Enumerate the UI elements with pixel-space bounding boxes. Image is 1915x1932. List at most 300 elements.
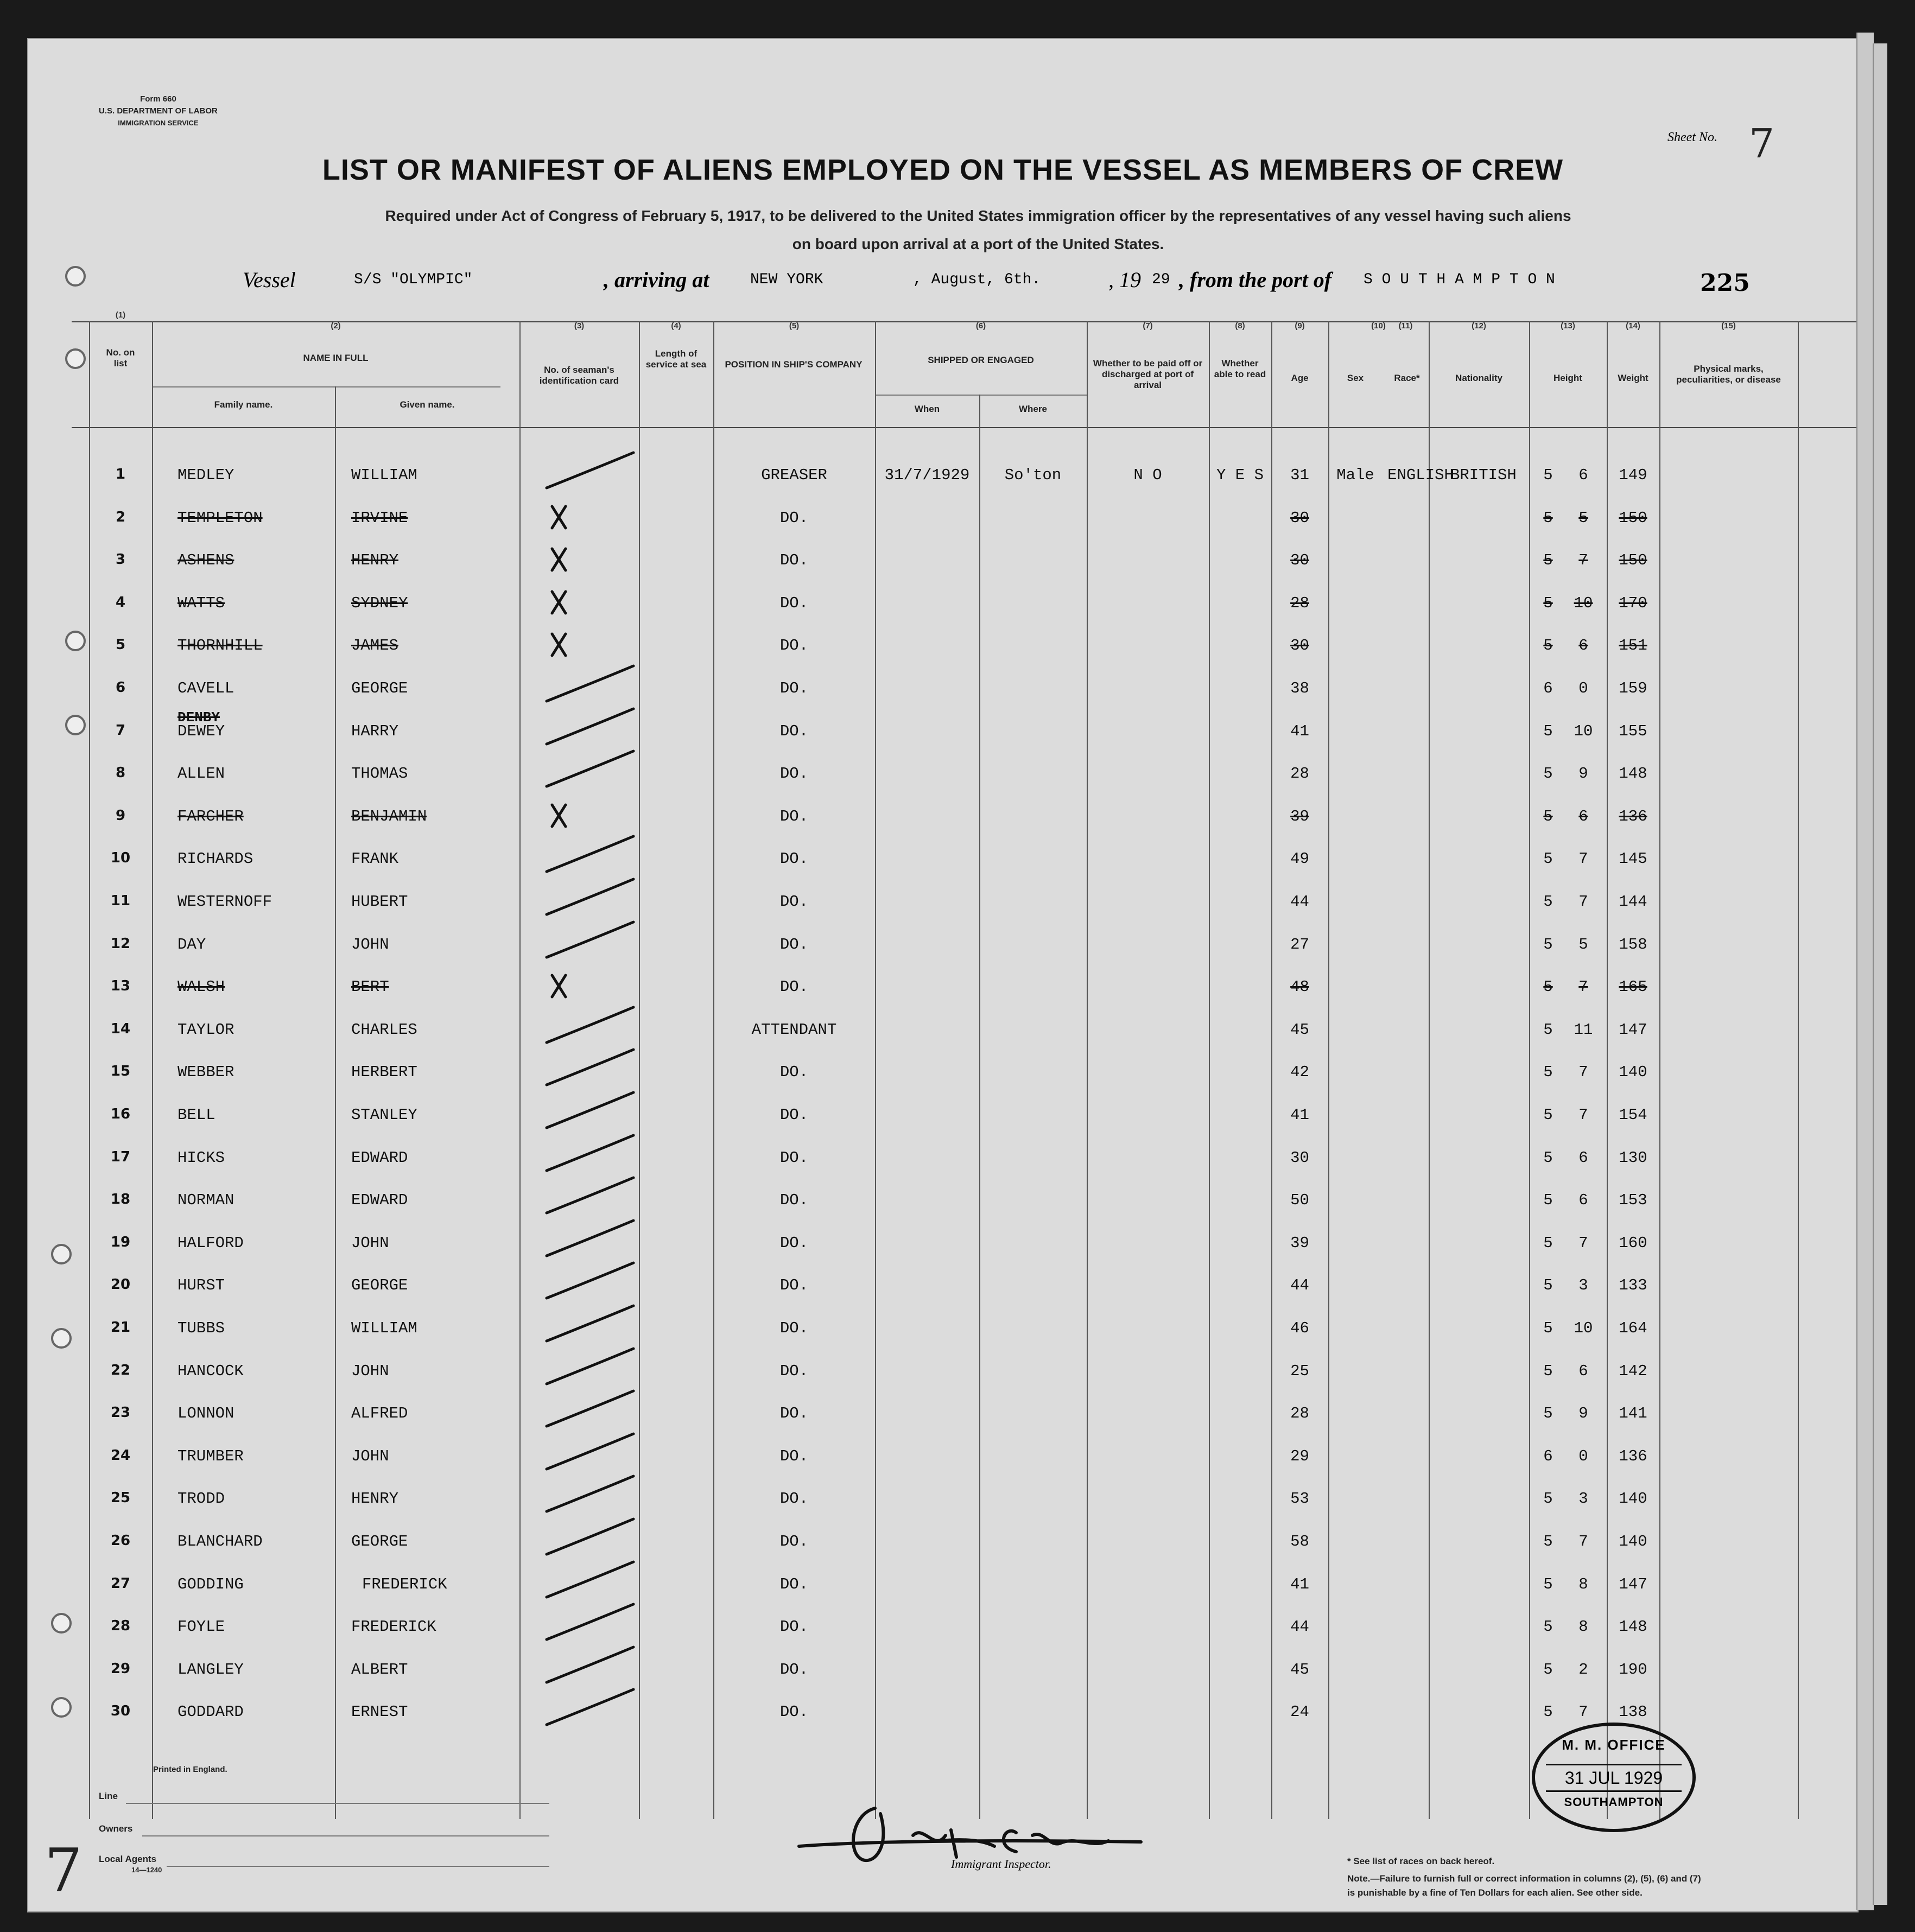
check-mark-icon (541, 1473, 639, 1517)
given-name: JOHN (351, 1362, 389, 1380)
given-name: BENJAMIN (351, 808, 427, 825)
weight: 130 (1619, 1149, 1647, 1167)
position: DO. (779, 1063, 809, 1081)
row-number: 3 (115, 551, 126, 568)
age: 28 (1290, 765, 1309, 783)
height-inches: 0 (1578, 1447, 1588, 1465)
page-edge (1873, 43, 1887, 1905)
family-name: HICKS (177, 1149, 225, 1167)
position: DO. (779, 1404, 809, 1422)
arrival-date: , August, 6th. (913, 271, 1041, 288)
height-feet: 5 (1543, 551, 1553, 569)
vessel-name: S/S "OLYMPIC" (354, 271, 473, 288)
family-name: ALLEN (177, 765, 225, 783)
height-inches: 6 (1578, 808, 1588, 825)
height-inches: 6 (1578, 1362, 1588, 1380)
row-number: 23 (110, 1404, 131, 1421)
height-inches: 6 (1578, 1191, 1588, 1209)
row-number: 11 (110, 893, 131, 909)
row-number: 18 (110, 1191, 131, 1208)
table-row (28, 1149, 1857, 1181)
position: DO. (779, 765, 809, 783)
row-number: 15 (110, 1063, 131, 1079)
height-inches: 8 (1578, 1575, 1588, 1593)
height-inches: 7 (1578, 551, 1588, 569)
height-inches: 2 (1578, 1661, 1588, 1679)
given-name: ALBERT (351, 1661, 408, 1679)
given-name: HERBERT (351, 1063, 417, 1081)
weight: 133 (1619, 1276, 1647, 1294)
check-mark-icon (541, 919, 639, 963)
weight: 150 (1619, 551, 1647, 569)
weight: 153 (1619, 1191, 1647, 1209)
table-row (28, 1063, 1857, 1096)
height-inches: 5 (1578, 509, 1588, 527)
document-title: LIST OR MANIFEST OF ALIENS EMPLOYED ON THE VESSEL AS MEMBERS OF CREW (322, 154, 1564, 186)
age: 31 (1290, 466, 1309, 484)
position: DO. (779, 1106, 809, 1124)
given-name: GEORGE (351, 1533, 408, 1550)
family-name: TRUMBER (177, 1447, 244, 1465)
position: DO. (779, 1661, 809, 1679)
check-mark-icon (541, 1175, 639, 1218)
col-header-name: NAME IN FULL (303, 353, 369, 363)
position: DO. (779, 1575, 809, 1593)
position: DO. (779, 722, 809, 740)
family-name: RICHARDS (177, 850, 253, 868)
row-number: 10 (110, 850, 131, 866)
weight: 138 (1619, 1703, 1647, 1721)
table-row (28, 850, 1857, 882)
cross-mark-icon (541, 791, 639, 835)
position: DO. (779, 509, 809, 527)
family-name: LANGLEY (177, 1661, 244, 1679)
given-name: HARRY (351, 722, 399, 740)
shipped-when: 31/7/1929 (884, 466, 970, 484)
position: DO. (779, 936, 809, 954)
col-num-1: (1) (115, 310, 126, 320)
row-number: 22 (110, 1362, 131, 1378)
cross-mark-icon (541, 535, 639, 579)
position: DO. (779, 850, 809, 868)
port-of-arrival: NEW YORK (750, 271, 823, 288)
weight: 159 (1619, 679, 1647, 697)
line-label: Line (99, 1791, 118, 1801)
age: 38 (1290, 679, 1309, 697)
col-num-5: (5) (789, 321, 800, 331)
corner-mark: 7 (45, 1835, 83, 1905)
weight: 160 (1619, 1234, 1647, 1252)
height-feet: 5 (1543, 850, 1553, 868)
given-name: FREDERICK (362, 1575, 447, 1593)
height-inches: 7 (1578, 1063, 1588, 1081)
row-number: 21 (110, 1319, 131, 1336)
weight: 148 (1619, 765, 1647, 783)
row-number: 5 (115, 637, 126, 653)
race: ENGLISH (1387, 466, 1454, 484)
col-num-2: (2) (331, 321, 341, 331)
row-number: 9 (115, 808, 126, 824)
height-inches: 7 (1578, 850, 1588, 868)
department: U.S. DEPARTMENT OF LABOR (99, 106, 218, 116)
binder-hole (51, 1244, 72, 1264)
row-number: 28 (110, 1618, 131, 1634)
col-header-service: Length of service at sea (645, 348, 707, 370)
weight: 144 (1619, 893, 1647, 911)
service: IMMIGRATION SERVICE (118, 119, 199, 127)
given-name: EDWARD (351, 1149, 408, 1167)
family-name: MEDLEY (177, 466, 234, 484)
age: 29 (1290, 1447, 1309, 1465)
position: GREASER (761, 466, 827, 484)
table-row (28, 1404, 1857, 1437)
family-name: WEBBER (177, 1063, 234, 1081)
row-number: 27 (110, 1575, 131, 1592)
binder-hole (65, 715, 86, 735)
stamp-top-text: M. M. OFFICE (1562, 1737, 1666, 1753)
nationality: BRITISH (1450, 466, 1517, 484)
cross-mark-icon (541, 578, 639, 621)
given-name: WILLIAM (351, 1319, 417, 1337)
height-inches: 7 (1578, 893, 1588, 911)
check-mark-icon (541, 1388, 639, 1432)
position: DO. (779, 1703, 809, 1721)
shipped-where: So'ton (1004, 466, 1062, 484)
family-name: BLANCHARD (177, 1533, 263, 1550)
sheet-number: 7 (1749, 120, 1775, 167)
note-line-1: —Failure to furnish full or correct information in columns (2), (5), (6) and (7) (1370, 1873, 1701, 1884)
given-name: HENRY (351, 551, 399, 569)
col-header-when: When (914, 404, 940, 414)
year-prefix: , 19 (1108, 268, 1141, 292)
position: DO. (779, 978, 809, 996)
row-number: 26 (110, 1533, 131, 1549)
binder-hole (65, 631, 86, 651)
height-feet: 6 (1543, 1447, 1553, 1465)
age: 44 (1290, 1276, 1309, 1294)
family-name: GODDING (177, 1575, 244, 1593)
table-row (28, 1234, 1857, 1267)
given-name: FREDERICK (351, 1618, 436, 1636)
age: 53 (1290, 1490, 1309, 1508)
height-feet: 5 (1543, 978, 1553, 996)
arriving-label: , arriving at (604, 268, 709, 292)
table-row (28, 1319, 1857, 1352)
col-num-12: (12) (1472, 321, 1486, 331)
port-of-departure: S O U T H A M P T O N (1364, 271, 1555, 288)
col-num-10: (10) (1371, 321, 1386, 331)
weight: 142 (1619, 1362, 1647, 1380)
height-feet: 5 (1543, 1276, 1553, 1294)
given-name: JOHN (351, 1447, 389, 1465)
cross-mark-icon (541, 493, 639, 536)
col-header-paid-off: Whether to be paid off or discharged at port of arrival (1093, 358, 1203, 390)
cross-mark-icon (541, 620, 639, 664)
height-feet: 5 (1543, 1021, 1553, 1039)
weight: 147 (1619, 1575, 1647, 1593)
age: 46 (1290, 1319, 1309, 1337)
row-number: 20 (110, 1276, 131, 1293)
height-inches: 6 (1578, 466, 1588, 484)
col-header-no: No. on list (106, 347, 135, 368)
binder-hole (65, 266, 86, 287)
cross-mark-icon (541, 962, 639, 1005)
height-feet: 5 (1543, 1618, 1553, 1636)
col-num-6: (6) (975, 321, 986, 331)
col-header-weight: Weight (1618, 373, 1648, 383)
height-feet: 5 (1543, 637, 1553, 654)
manifest-sheet (27, 38, 1859, 1912)
check-mark-icon (541, 1431, 639, 1475)
age: 44 (1290, 1618, 1309, 1636)
row-number: 16 (110, 1106, 131, 1122)
age: 58 (1290, 1533, 1309, 1550)
given-name: HENRY (351, 1490, 399, 1508)
col-header-where: Where (1019, 404, 1047, 414)
position: DO. (779, 1234, 809, 1252)
family-name: THORNHILL (177, 637, 263, 654)
given-name: ALFRED (351, 1404, 408, 1422)
row-number: 8 (115, 765, 126, 781)
col-header-age: Age (1291, 373, 1309, 383)
col-num-15: (15) (1721, 321, 1736, 331)
weight: 145 (1619, 850, 1647, 868)
height-inches: 10 (1574, 594, 1593, 612)
position: DO. (779, 1447, 809, 1465)
col-num-4: (4) (671, 321, 681, 331)
given-name: JAMES (351, 637, 399, 654)
age: 41 (1290, 1106, 1309, 1124)
check-mark-icon (541, 876, 639, 920)
height-feet: 5 (1543, 1319, 1553, 1337)
table-row (28, 1362, 1857, 1395)
col-header-race: Race* (1394, 373, 1420, 383)
age: 45 (1290, 1661, 1309, 1679)
family-name: NORMAN (177, 1191, 234, 1209)
height-feet: 5 (1543, 1575, 1553, 1593)
family-name: BELL (177, 1106, 215, 1124)
height-inches: 6 (1578, 637, 1588, 654)
height-feet: 5 (1543, 1106, 1553, 1124)
age: 30 (1290, 1149, 1309, 1167)
age: 27 (1290, 936, 1309, 954)
vessel-label: Vessel (243, 268, 296, 292)
owners-rule (142, 1835, 549, 1836)
check-mark-icon (541, 1218, 639, 1261)
family-name: HANCOCK (177, 1362, 244, 1380)
position: ATTENDANT (751, 1021, 837, 1039)
weight: 140 (1619, 1533, 1647, 1550)
family-name: FOYLE (177, 1618, 225, 1636)
height-feet: 5 (1543, 1490, 1553, 1508)
position: DO. (779, 1533, 809, 1550)
given-name: EDWARD (351, 1191, 408, 1209)
height-feet: 5 (1543, 594, 1553, 612)
weight: 190 (1619, 1661, 1647, 1679)
given-name: IRVINE (351, 509, 408, 527)
overwritten-name: DENBY (177, 709, 220, 726)
height-feet: 5 (1543, 1234, 1553, 1252)
table-row (28, 1276, 1857, 1309)
weight: 164 (1619, 1319, 1647, 1337)
row-number: 19 (110, 1234, 131, 1250)
age: 24 (1290, 1703, 1309, 1721)
table-row (28, 551, 1857, 584)
age: 50 (1290, 1191, 1309, 1209)
col-header-nationality: Nationality (1455, 373, 1502, 383)
given-name: HUBERT (351, 893, 408, 911)
family-name: TAYLOR (177, 1021, 234, 1039)
weight: 158 (1619, 936, 1647, 954)
height-inches: 7 (1578, 978, 1588, 996)
family-name: TRODD (177, 1490, 225, 1508)
family-name: DEWEY (177, 722, 225, 740)
subtitle-line-1: Required under Act of Congress of February 5, 1917, to be delivered to the United States immigration officer by the representatives of any vessel having such aliens (385, 207, 1571, 224)
weight: 165 (1619, 978, 1647, 996)
position: DO. (779, 1362, 809, 1380)
row-number: 12 (110, 936, 131, 952)
family-name: LONNON (177, 1404, 234, 1422)
height-inches: 8 (1578, 1618, 1588, 1636)
note-line-2: is punishable by a fine of Ten Dollars for each alien. See other side. (1347, 1887, 1643, 1898)
weight: 149 (1619, 466, 1647, 484)
col-header-read: Whether able to read (1214, 358, 1266, 379)
check-mark-icon (541, 706, 639, 749)
stamp-date: 31 JUL 1929 (1546, 1764, 1682, 1792)
year-suffix: 29 (1152, 271, 1170, 288)
paid-off: N O (1133, 466, 1162, 484)
col-header-family: Family name. (214, 399, 273, 410)
family-name: TUBBS (177, 1319, 225, 1337)
check-mark-icon (541, 1005, 639, 1048)
position: DO. (779, 637, 809, 654)
col-num-14: (14) (1626, 321, 1640, 331)
height-feet: 5 (1543, 808, 1553, 825)
height-inches: 10 (1574, 722, 1593, 740)
table-row (28, 466, 1857, 499)
table-row (28, 679, 1857, 712)
check-mark-icon (541, 1260, 639, 1304)
row-number: 17 (110, 1149, 131, 1165)
stamp-bottom-text: SOUTHAMPTON (1564, 1795, 1664, 1809)
check-mark-icon (541, 1133, 639, 1176)
table-row (28, 1106, 1857, 1139)
height-feet: 6 (1543, 679, 1553, 697)
form-code: 14—1240 (131, 1866, 162, 1874)
table-row (28, 978, 1857, 1011)
position: DO. (779, 893, 809, 911)
weight: 147 (1619, 1021, 1647, 1039)
check-mark-icon (541, 1516, 639, 1560)
family-name: GODDARD (177, 1703, 244, 1721)
given-name: THOMAS (351, 765, 408, 783)
table-row (28, 1618, 1857, 1650)
check-mark-icon (541, 1303, 639, 1346)
table-row (28, 1021, 1857, 1053)
height-feet: 5 (1543, 722, 1553, 740)
col-header-shipped: SHIPPED OR ENGAGED (928, 355, 1034, 365)
col-header-id-card: No. of seaman's identification card (539, 365, 619, 386)
row-number: 14 (110, 1021, 131, 1037)
row-number: 4 (115, 594, 126, 611)
position: DO. (779, 1618, 809, 1636)
table-row (28, 509, 1857, 542)
check-mark-icon (541, 1601, 639, 1645)
printed-in-england: Printed in England. (153, 1765, 227, 1774)
given-name: BERT (351, 978, 389, 996)
height-feet: 5 (1543, 765, 1553, 783)
age: 28 (1290, 594, 1309, 612)
position: DO. (779, 1490, 809, 1508)
page-edge (1856, 33, 1874, 1910)
age: 48 (1290, 978, 1309, 996)
check-mark-icon (541, 1047, 639, 1090)
col-num-7: (7) (1143, 321, 1153, 331)
height-feet: 5 (1543, 1063, 1553, 1081)
note-label: Note. (1347, 1873, 1371, 1884)
binder-hole (65, 348, 86, 369)
check-mark-icon (541, 1644, 639, 1688)
height-inches: 9 (1578, 765, 1588, 783)
weight: 140 (1619, 1490, 1647, 1508)
age: 30 (1290, 509, 1309, 527)
table-row (28, 765, 1857, 797)
height-inches: 0 (1578, 679, 1588, 697)
row-number: 1 (115, 466, 126, 482)
position: DO. (779, 1149, 809, 1167)
height-feet: 5 (1543, 1362, 1553, 1380)
height-feet: 5 (1543, 1703, 1553, 1721)
binder-hole (51, 1613, 72, 1634)
crew-list (28, 39, 1857, 1819)
height-feet: 5 (1543, 1533, 1553, 1550)
family-name: ASHENS (177, 551, 234, 569)
position: DO. (779, 1191, 809, 1209)
table-row (28, 1447, 1857, 1480)
age: 30 (1290, 551, 1309, 569)
line-rule (126, 1803, 549, 1804)
table-row (28, 1575, 1857, 1608)
age: 39 (1290, 808, 1309, 825)
sheet-number-label: Sheet No. (1667, 130, 1717, 144)
able-to-read: Y E S (1216, 466, 1264, 484)
agents-rule (167, 1866, 549, 1867)
row-number: 6 (115, 679, 126, 696)
row-number: 13 (110, 978, 131, 994)
fine-note (1347, 1873, 1701, 1898)
given-name: JOHN (351, 1234, 389, 1252)
given-name: WILLIAM (351, 466, 417, 484)
given-name: SYDNEY (351, 594, 408, 612)
age: 39 (1290, 1234, 1309, 1252)
family-name: HURST (177, 1276, 225, 1294)
height-inches: 5 (1578, 936, 1588, 954)
position: DO. (779, 551, 809, 569)
position: DO. (779, 808, 809, 825)
col-num-13: (13) (1561, 321, 1575, 331)
col-num-9: (9) (1295, 321, 1305, 331)
inspector-label: Immigrant Inspector. (951, 1857, 1051, 1871)
family-name: FARCHER (177, 808, 244, 825)
table-row (28, 893, 1857, 925)
row-number: 25 (110, 1490, 131, 1506)
col-header-sex: Sex (1347, 373, 1364, 383)
age: 28 (1290, 1404, 1309, 1422)
col-num-8: (8) (1235, 321, 1245, 331)
given-name: ERNEST (351, 1703, 408, 1721)
row-number: 29 (110, 1661, 131, 1677)
col-header-position: POSITION IN SHIP'S COMPANY (725, 359, 863, 370)
